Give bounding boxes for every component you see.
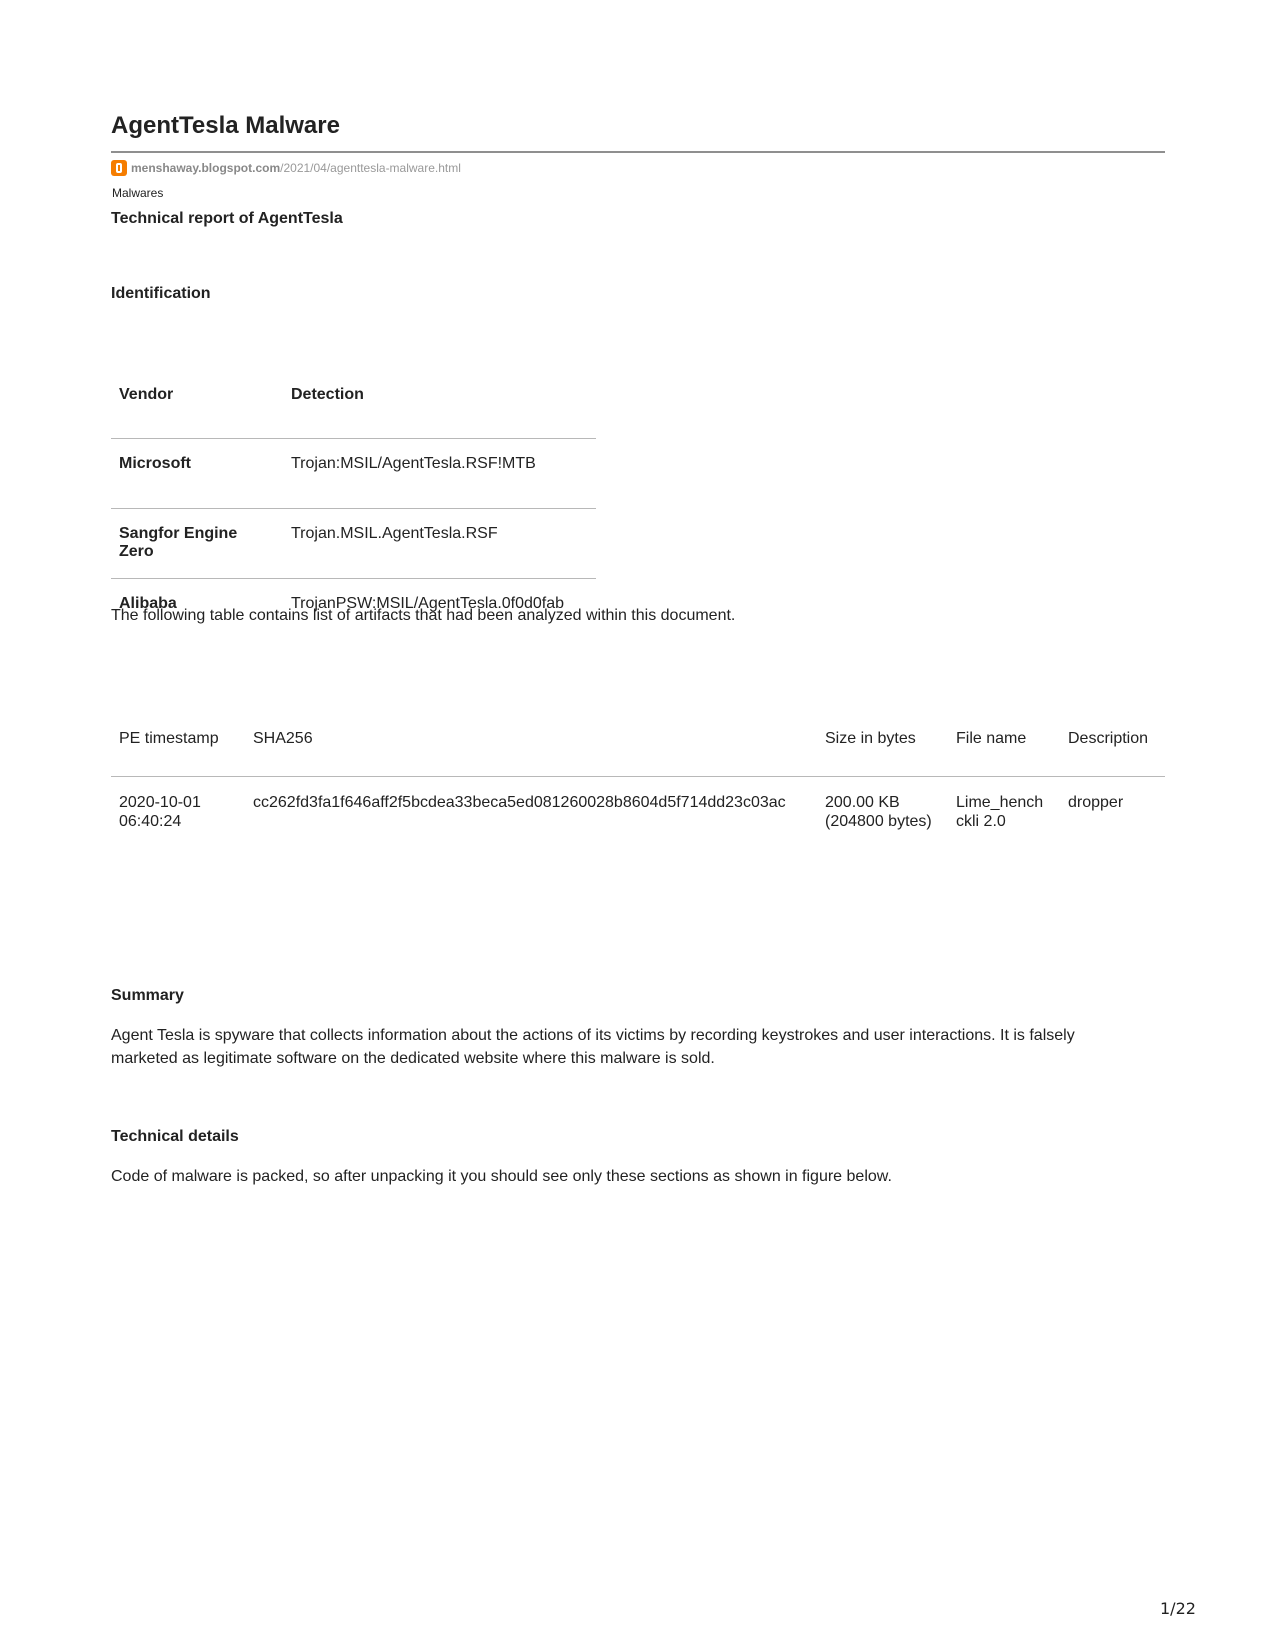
page-number: 1/22	[1160, 1599, 1196, 1618]
page-title: AgentTesla Malware	[111, 112, 340, 139]
detection-cell: TrojanPSW:MSIL/AgentTesla.0f0d0fab	[291, 595, 565, 612]
artifacts-table	[111, 708, 1165, 831]
column-header-pe-timestamp: PE timestamp	[119, 730, 219, 747]
summary-text: Agent Tesla is spyware that collects information about the actions of its victims by recording keystrokes and user interactions. It is falsely marketed as legitimate software on the dedicated website where this malware is sold.	[111, 1027, 1075, 1067]
table-row	[111, 777, 1165, 832]
vendor-cell: Alibaba	[119, 595, 177, 612]
artifacts-table-header	[111, 708, 1165, 777]
detection-cell: Trojan.MSIL.AgentTesla.RSF	[291, 525, 498, 542]
category-label: Malwares	[112, 186, 164, 200]
report-subtitle: Technical report of AgentTesla	[111, 210, 343, 227]
column-header-sha256: SHA256	[253, 730, 313, 747]
pe-timestamp-cell	[111, 777, 245, 832]
vendor-cell: Microsoft	[119, 455, 191, 472]
file-name-cell	[948, 777, 1060, 832]
pe-timestamp-time: 06:40:24	[119, 813, 182, 830]
source-path: /2021/04/agenttesla-malware.html	[280, 161, 461, 175]
description-cell: dropper	[1068, 794, 1124, 811]
file-name-part2: ckli 2.0	[956, 813, 1006, 830]
size-cell	[817, 777, 948, 832]
artifacts-intro: The following table contains list of artifacts that had been analyzed within this document.	[111, 607, 736, 624]
source-domain: menshaway.blogspot.com	[131, 161, 281, 175]
identification-heading: Identification	[111, 285, 211, 302]
summary-heading: Summary	[111, 987, 184, 1004]
sha256-cell: cc262fd3fa1f646aff2f5bcdea33beca5ed081260028b8604d5f714dd23c03ac	[253, 794, 786, 811]
blogger-icon	[111, 160, 127, 176]
size-kb: 200.00 KB	[825, 794, 900, 811]
title-divider	[111, 151, 1165, 153]
file-name-part1: Lime_hench	[956, 794, 1044, 811]
table-row	[111, 509, 596, 579]
column-header-detection: Detection	[291, 386, 364, 403]
vendor-cell: Sangfor Engine Zero	[119, 525, 238, 560]
table-row	[111, 439, 596, 509]
column-header-vendor: Vendor	[119, 386, 174, 403]
technical-details-text: Code of malware is packed, so after unpacking it you should see only these sections as shown in figure below.	[111, 1168, 892, 1185]
source-link[interactable]	[111, 160, 461, 176]
column-header-description: Description	[1068, 730, 1149, 747]
pe-timestamp-date: 2020-10-01	[119, 794, 201, 811]
detection-table-header	[111, 368, 596, 439]
detection-cell: Trojan:MSIL/AgentTesla.RSF!MTB	[291, 455, 536, 472]
technical-details-heading: Technical details	[111, 1128, 239, 1145]
size-bytes: (204800 bytes)	[825, 813, 932, 830]
column-header-file-name: File name	[956, 730, 1027, 747]
column-header-size: Size in bytes	[825, 730, 916, 747]
